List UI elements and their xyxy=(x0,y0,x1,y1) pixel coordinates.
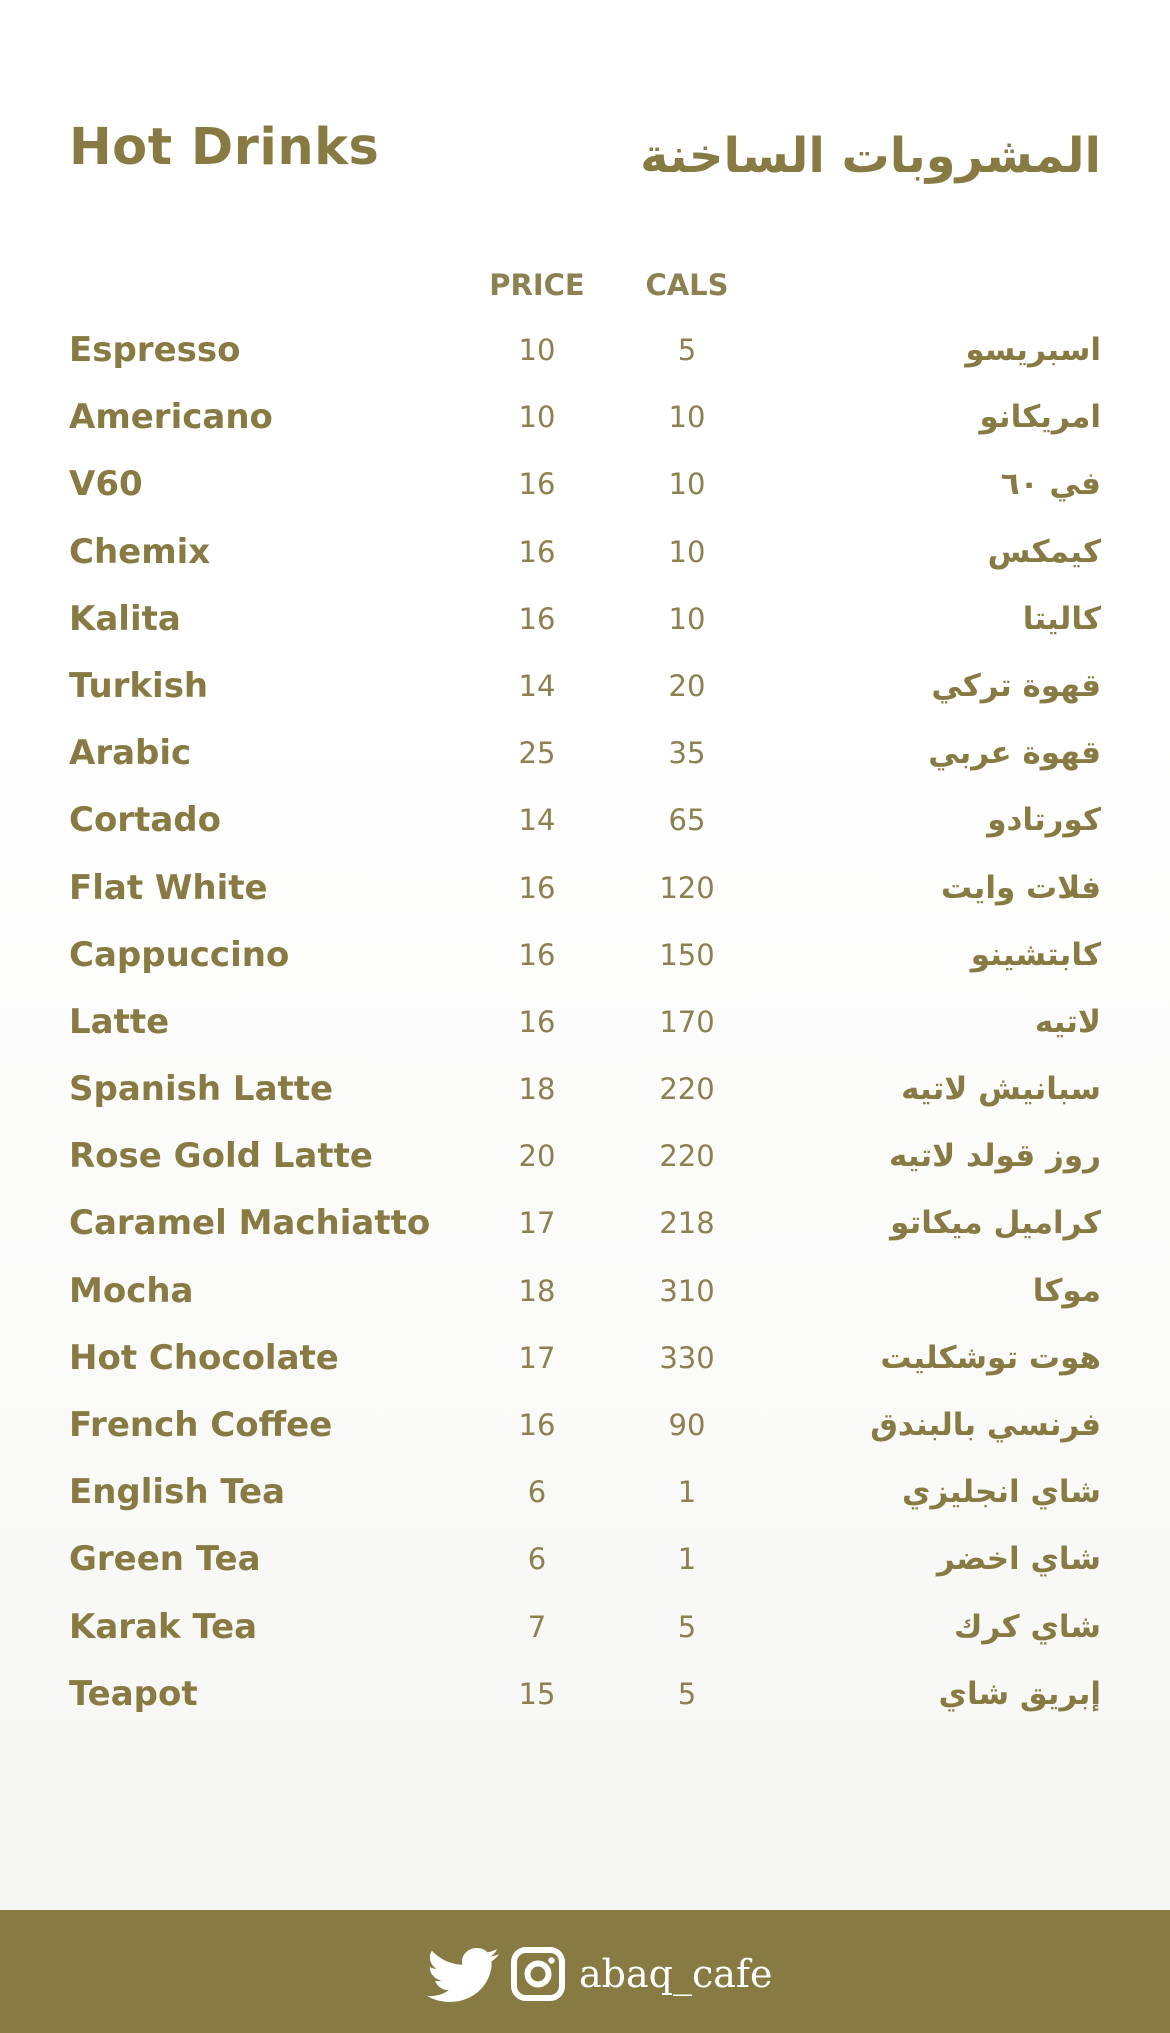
item-price: 14 xyxy=(518,668,556,703)
menu-item-row xyxy=(0,862,1170,929)
item-price: 16 xyxy=(518,467,556,502)
social-handle[interactable]: abaq_cafe xyxy=(579,1952,773,1996)
item-price: 18 xyxy=(518,1273,556,1308)
menu-item-row xyxy=(0,391,1170,458)
menu-item-row xyxy=(0,1668,1170,1735)
item-name-arabic: فلات وايت xyxy=(940,869,1101,906)
item-name-english: Mocha xyxy=(69,1270,194,1311)
item-name-english: Cortado xyxy=(69,800,221,841)
menu-list xyxy=(0,324,1170,1735)
item-name-english: Latte xyxy=(69,1001,170,1042)
item-name-arabic: كيمكس xyxy=(987,533,1101,570)
item-name-english: Americano xyxy=(69,397,273,438)
menu-item-row xyxy=(0,1265,1170,1332)
item-price: 16 xyxy=(518,601,556,636)
menu-item-row xyxy=(0,1466,1170,1533)
item-name-arabic: شاي انجليزي xyxy=(902,1474,1101,1511)
item-name-arabic: لاتيه xyxy=(1034,1003,1101,1040)
item-name-arabic: كابتشينو xyxy=(970,936,1101,973)
item-calories: 1 xyxy=(677,1475,697,1510)
item-name-arabic: اسبريسو xyxy=(965,332,1101,368)
item-price: 20 xyxy=(518,1139,556,1174)
menu-item-row xyxy=(0,1197,1170,1264)
item-price: 10 xyxy=(518,333,556,367)
item-price: 18 xyxy=(518,1072,556,1107)
menu-item-row xyxy=(0,660,1170,727)
item-name-english: Cappuccino xyxy=(69,934,290,975)
item-name-arabic: فرنسي بالبندق xyxy=(870,1407,1101,1443)
menu-item-row xyxy=(0,1533,1170,1600)
item-name-english: English Tea xyxy=(69,1472,286,1513)
item-calories: 10 xyxy=(668,400,706,435)
item-price: 7 xyxy=(527,1609,547,1644)
item-calories: 10 xyxy=(668,601,706,636)
item-name-english: Arabic xyxy=(69,733,192,774)
item-name-english: Flat White xyxy=(69,867,268,908)
item-price: 6 xyxy=(527,1542,547,1577)
item-price: 16 xyxy=(518,534,556,569)
item-calories: 330 xyxy=(659,1340,715,1375)
item-name-arabic: امريكانو xyxy=(979,399,1101,436)
item-name-arabic: إبريق شاي xyxy=(938,1675,1101,1712)
menu-item-row xyxy=(0,526,1170,593)
menu-item-row xyxy=(0,929,1170,996)
item-price: 16 xyxy=(518,1004,556,1039)
item-calories: 1 xyxy=(677,1542,697,1577)
item-price: 14 xyxy=(518,803,556,838)
menu-item-row xyxy=(0,1601,1170,1668)
item-price: 15 xyxy=(518,1676,556,1711)
menu-item-row xyxy=(0,593,1170,660)
item-name-arabic: سبانيش لاتيه xyxy=(901,1071,1101,1108)
item-calories: 5 xyxy=(677,1676,697,1711)
item-price: 16 xyxy=(518,1408,556,1442)
item-calories: 220 xyxy=(659,1139,715,1174)
footer-bar xyxy=(0,1910,1170,2033)
item-name-english: Spanish Latte xyxy=(69,1069,334,1110)
item-name-arabic: شاي كرك xyxy=(953,1608,1101,1645)
item-name-english: Turkish xyxy=(69,665,209,706)
item-price: 17 xyxy=(518,1206,556,1241)
item-name-arabic: قهوة عربي xyxy=(928,735,1101,772)
item-calories: 218 xyxy=(659,1206,715,1241)
instagram-icon[interactable] xyxy=(511,1946,565,2002)
menu-item-row xyxy=(0,794,1170,861)
item-calories: 5 xyxy=(677,1609,697,1644)
item-name-arabic: شاي اخضر xyxy=(936,1541,1101,1578)
item-name-english: Rose Gold Latte xyxy=(69,1136,373,1177)
twitter-icon[interactable] xyxy=(425,1946,501,2002)
item-calories: 65 xyxy=(668,803,706,838)
item-calories: 90 xyxy=(668,1408,706,1442)
item-name-arabic: كورتادو xyxy=(987,802,1101,839)
item-calories: 5 xyxy=(677,333,697,367)
menu-item-row xyxy=(0,1130,1170,1197)
menu-item-row xyxy=(0,996,1170,1063)
item-price: 16 xyxy=(518,937,556,972)
calories-column-header: CALS xyxy=(645,268,729,302)
item-calories: 20 xyxy=(668,668,706,703)
price-column-header: PRICE xyxy=(489,268,585,302)
menu-item-row xyxy=(0,1063,1170,1130)
item-name-english: Chemix xyxy=(69,531,211,572)
item-name-english: Kalita xyxy=(69,598,181,639)
item-name-english: Hot Chocolate xyxy=(69,1337,339,1378)
item-price: 10 xyxy=(518,400,556,435)
menu-item-row xyxy=(0,324,1170,391)
item-name-english: V60 xyxy=(69,464,143,505)
item-calories: 10 xyxy=(668,534,706,569)
item-calories: 170 xyxy=(659,1004,715,1039)
menu-item-row xyxy=(0,1399,1170,1466)
item-name-arabic: في ٦٠ xyxy=(1000,466,1101,503)
menu-item-row xyxy=(0,727,1170,794)
item-name-english: Espresso xyxy=(69,330,241,370)
menu-item-row xyxy=(0,458,1170,525)
item-name-english: Caramel Machiatto xyxy=(69,1203,431,1244)
item-calories: 310 xyxy=(659,1273,715,1308)
item-name-english: Teapot xyxy=(69,1673,198,1714)
item-price: 25 xyxy=(518,736,556,771)
page-title-arabic: المشروبات الساخنة xyxy=(640,128,1101,184)
item-price: 6 xyxy=(527,1475,547,1510)
item-calories: 10 xyxy=(668,467,706,502)
page-title-english: Hot Drinks xyxy=(69,118,380,177)
item-name-arabic: هوت توشكليت xyxy=(880,1339,1101,1376)
item-name-english: French Coffee xyxy=(69,1405,333,1445)
item-price: 16 xyxy=(518,870,556,905)
menu-item-row xyxy=(0,1332,1170,1399)
item-name-arabic: كراميل ميكاتو xyxy=(890,1205,1101,1242)
item-name-english: Karak Tea xyxy=(69,1606,258,1647)
item-name-english: Green Tea xyxy=(69,1539,261,1580)
social-links xyxy=(425,1946,772,2002)
item-name-arabic: موكا xyxy=(1032,1272,1101,1309)
item-calories: 150 xyxy=(659,937,715,972)
item-name-arabic: قهوة تركي xyxy=(931,667,1101,704)
item-price: 17 xyxy=(518,1340,556,1375)
item-name-arabic: روز قولد لاتيه xyxy=(888,1138,1101,1175)
item-calories: 220 xyxy=(659,1072,715,1107)
item-calories: 120 xyxy=(659,870,715,905)
item-calories: 35 xyxy=(668,736,706,771)
item-name-arabic: كاليتا xyxy=(1022,600,1101,637)
